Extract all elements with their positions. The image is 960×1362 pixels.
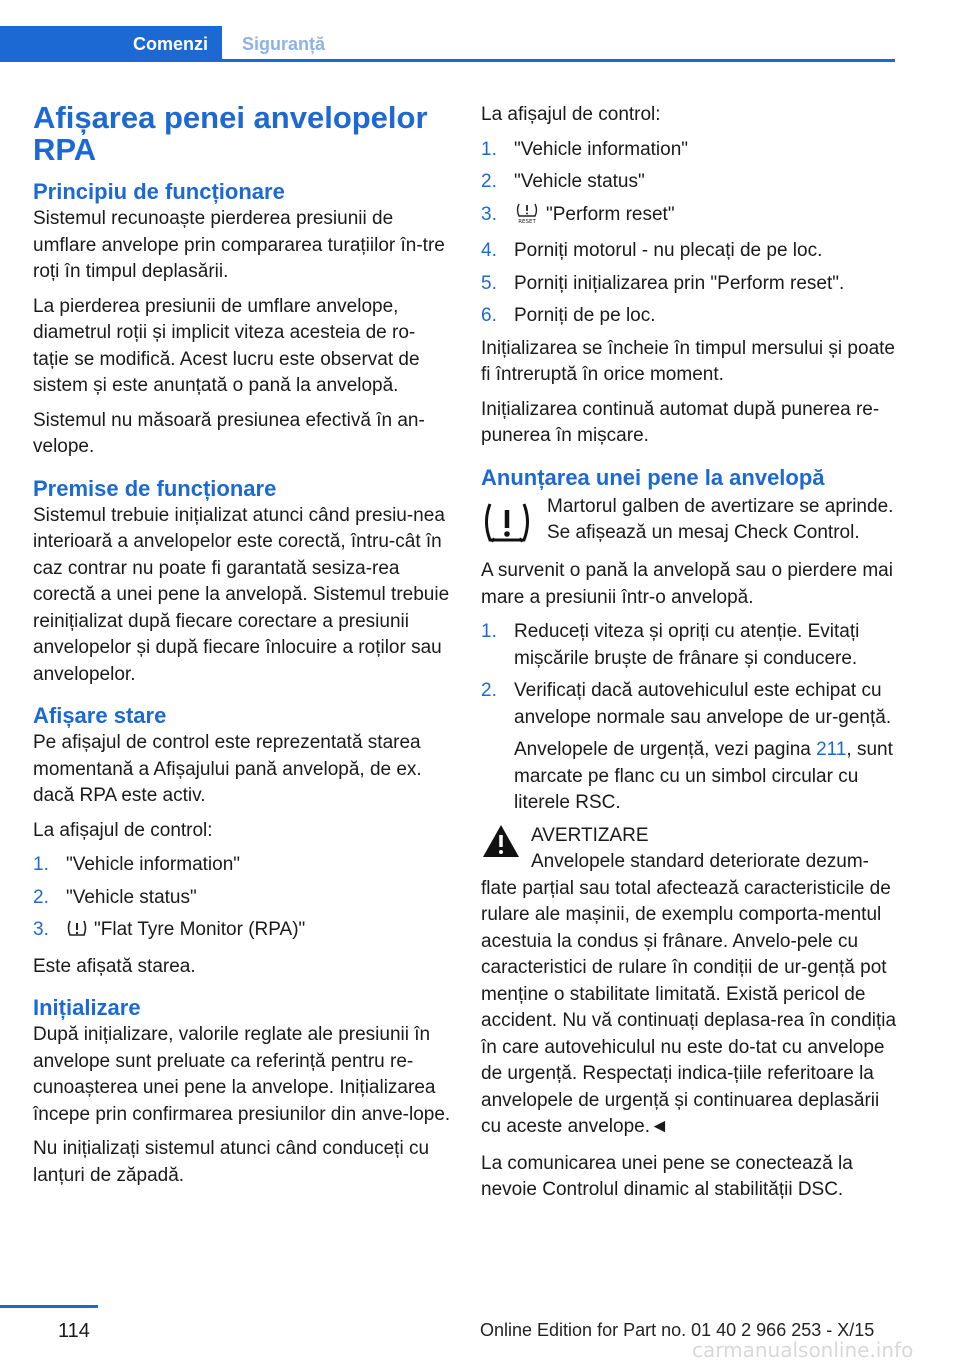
paragraph: La comunicarea unei pene se conectează la nevoie Controlul dinamic al stabilității DSC. [481,1152,853,1200]
svg-text:RESET: RESET [518,218,536,224]
paragraph: Nu inițializați sistemul atunci când conduceți cu lanțuri de zăpadă. [33,1138,430,1186]
page-title: Afișarea penei anvelopelor RPA [33,100,428,167]
list-item: 5. Porniți inițializarea prin "Perform reset". [481,272,845,294]
edition-text: Online Edition for Part no. 01 40 2 966 253 - X/15 [480,1320,875,1340]
list-item: 1. "Vehicle information" [33,854,241,875]
list-item: 3. RESET "Perform reset" [481,202,897,233]
paragraph: Sistemul trebuie inițializat atunci când presiu‐nea interioară a anvelopelor este corectă, întru‐cât în caz contrar nu poate fi garantată sesiza‐rea corectă a unei pene la anvelopă. Sistemul trebuie reinițializat după fiecare corectare a presiunii anvelopelor și după fiecare înlocuire a roților sau anvelopelor. [33,504,450,685]
section-heading-premise: Premise de funcționare [33,475,277,501]
tab-siguranta[interactable]: Siguranță [242,33,326,54]
top-tab-bar [0,26,895,62]
steps-list-reset [481,137,897,330]
sub-paragraph: Anvelopele de urgență, vezi pagina 211, sunt marcate pe flanc cu un simbol circular cu literele RSC. [514,739,893,813]
warning-triangle-icon [481,823,531,876]
tyre-pressure-warning-icon [481,494,547,555]
paragraph: Este afișată starea. [33,955,196,977]
footer-rule [0,1305,98,1308]
page-link[interactable]: 211 [816,739,847,760]
right-column [481,102,897,1212]
list-item: 1. "Vehicle information" [481,138,689,160]
paragraph: La afișajul de control: [481,104,661,125]
section-heading-initializare: Inițializare [33,995,141,1020]
paragraph: A survenit o pană la anvelopă sau o pierdere mai mare a presiunii într-o anvelopă. [481,560,893,608]
paragraph: Sistemul nu măsoară presiunea efectivă în an‐velope. [33,409,425,457]
warning-title: AVERTIZARE [531,824,649,846]
list-item: 4. Porniți motorul - nu plecați de pe loc. [481,240,823,261]
list-item: 2. "Vehicle status" [33,886,197,908]
warning-lead: Anvelopele standard deteriorate dezum‐ [531,851,869,872]
page-number: 114 [58,1320,90,1342]
warning-text: flate parțial sau total afectează caracteristicile de rulare ale mașinii, de exemplu comporta‐mentul acestuia la condus și frânare. Anvelo‐pele cu caracteristici de rulare în condiții de ur‐gență pot menține o stabilitate limitată. Există pericol de accident. Nu vă continuați deplasa‐rea în condiția în care autovehiculul nu este do‐tat cu anvelope de urgență. Respectați indica‐țiile referitoare la anvelopele de urgență și continuarea deplasării cu aceste anvelope.◄ [481,877,897,1137]
section-heading-principiu: Principiu de funcționare [33,179,285,204]
paragraph: Sistemul recunoaște pierderea presiunii de umflare anvelope prin compararea turațiilor în‐tre roți în timpul deplasării. [33,208,445,282]
section-heading-anuntare: Anunțarea unei pene la anvelopă [481,464,825,490]
watermark: carmanualsonline.info [692,1338,914,1362]
warning-light-block [481,494,897,555]
paragraph: Martorul galben de avertizare se aprinde. Se afișează un mesaj Check Control. [547,495,894,543]
left-column [33,102,451,1197]
warning-box [481,823,897,1141]
list-item: 1. Reduceți viteza și opriți cu atenție. Evitați mișcările bruște de frânare și conducere. [481,621,860,669]
steps-list-flat-tyre [481,619,897,817]
tab-comenzi[interactable]: Comenzi [0,26,222,62]
tyre-reset-icon [514,202,540,233]
list-item: 3. "Flat Tyre Monitor (RPA)" [33,917,451,948]
section-heading-afisare-stare: Afișare stare [33,703,167,728]
paragraph: După inițializare, valorile reglate ale presiunii în anvelope sunt preluate ca referință pentru re‐cunoașterea unei pene la anvelope. Inițializarea începe prin confirmarea presiunilor din anve‐lope. [33,1024,451,1125]
list-item: 2. Verificați dacă autovehiculul este echipat cu anvelope normale sau anvelope de ur‐gență. Anvelopele de urgență, vezi pagina 211, sunt marcate pe flanc cu un simbol circular cu literele RSC. [481,678,897,817]
list-item: 2. "Vehicle status" [481,171,645,192]
paragraph: La afișajul de control: [33,819,213,841]
paragraph: Pe afișajul de control este reprezentată starea momentană a Afișajului pană anvelopă, de ex. dacă RPA este activ. [33,732,422,806]
paragraph: Inițializarea continuă automat după punerea re‐punerea în mișcare. [481,398,880,446]
paragraph: Inițializarea se încheie în timpul mersului și poate fi întreruptă în orice moment. [481,337,895,385]
paragraph: La pierderea presiunii de umflare anvelope, diametrul roții și implicit viteza acesteia de ro‐tație se modifică. Acest lucru este observat de sistem și este anunțată o pană la anvelopă. [33,295,420,396]
list-item: 6. Porniți de pe loc. [481,305,656,326]
tyre-pressure-warning-icon [66,919,88,948]
steps-list-status [33,852,451,948]
